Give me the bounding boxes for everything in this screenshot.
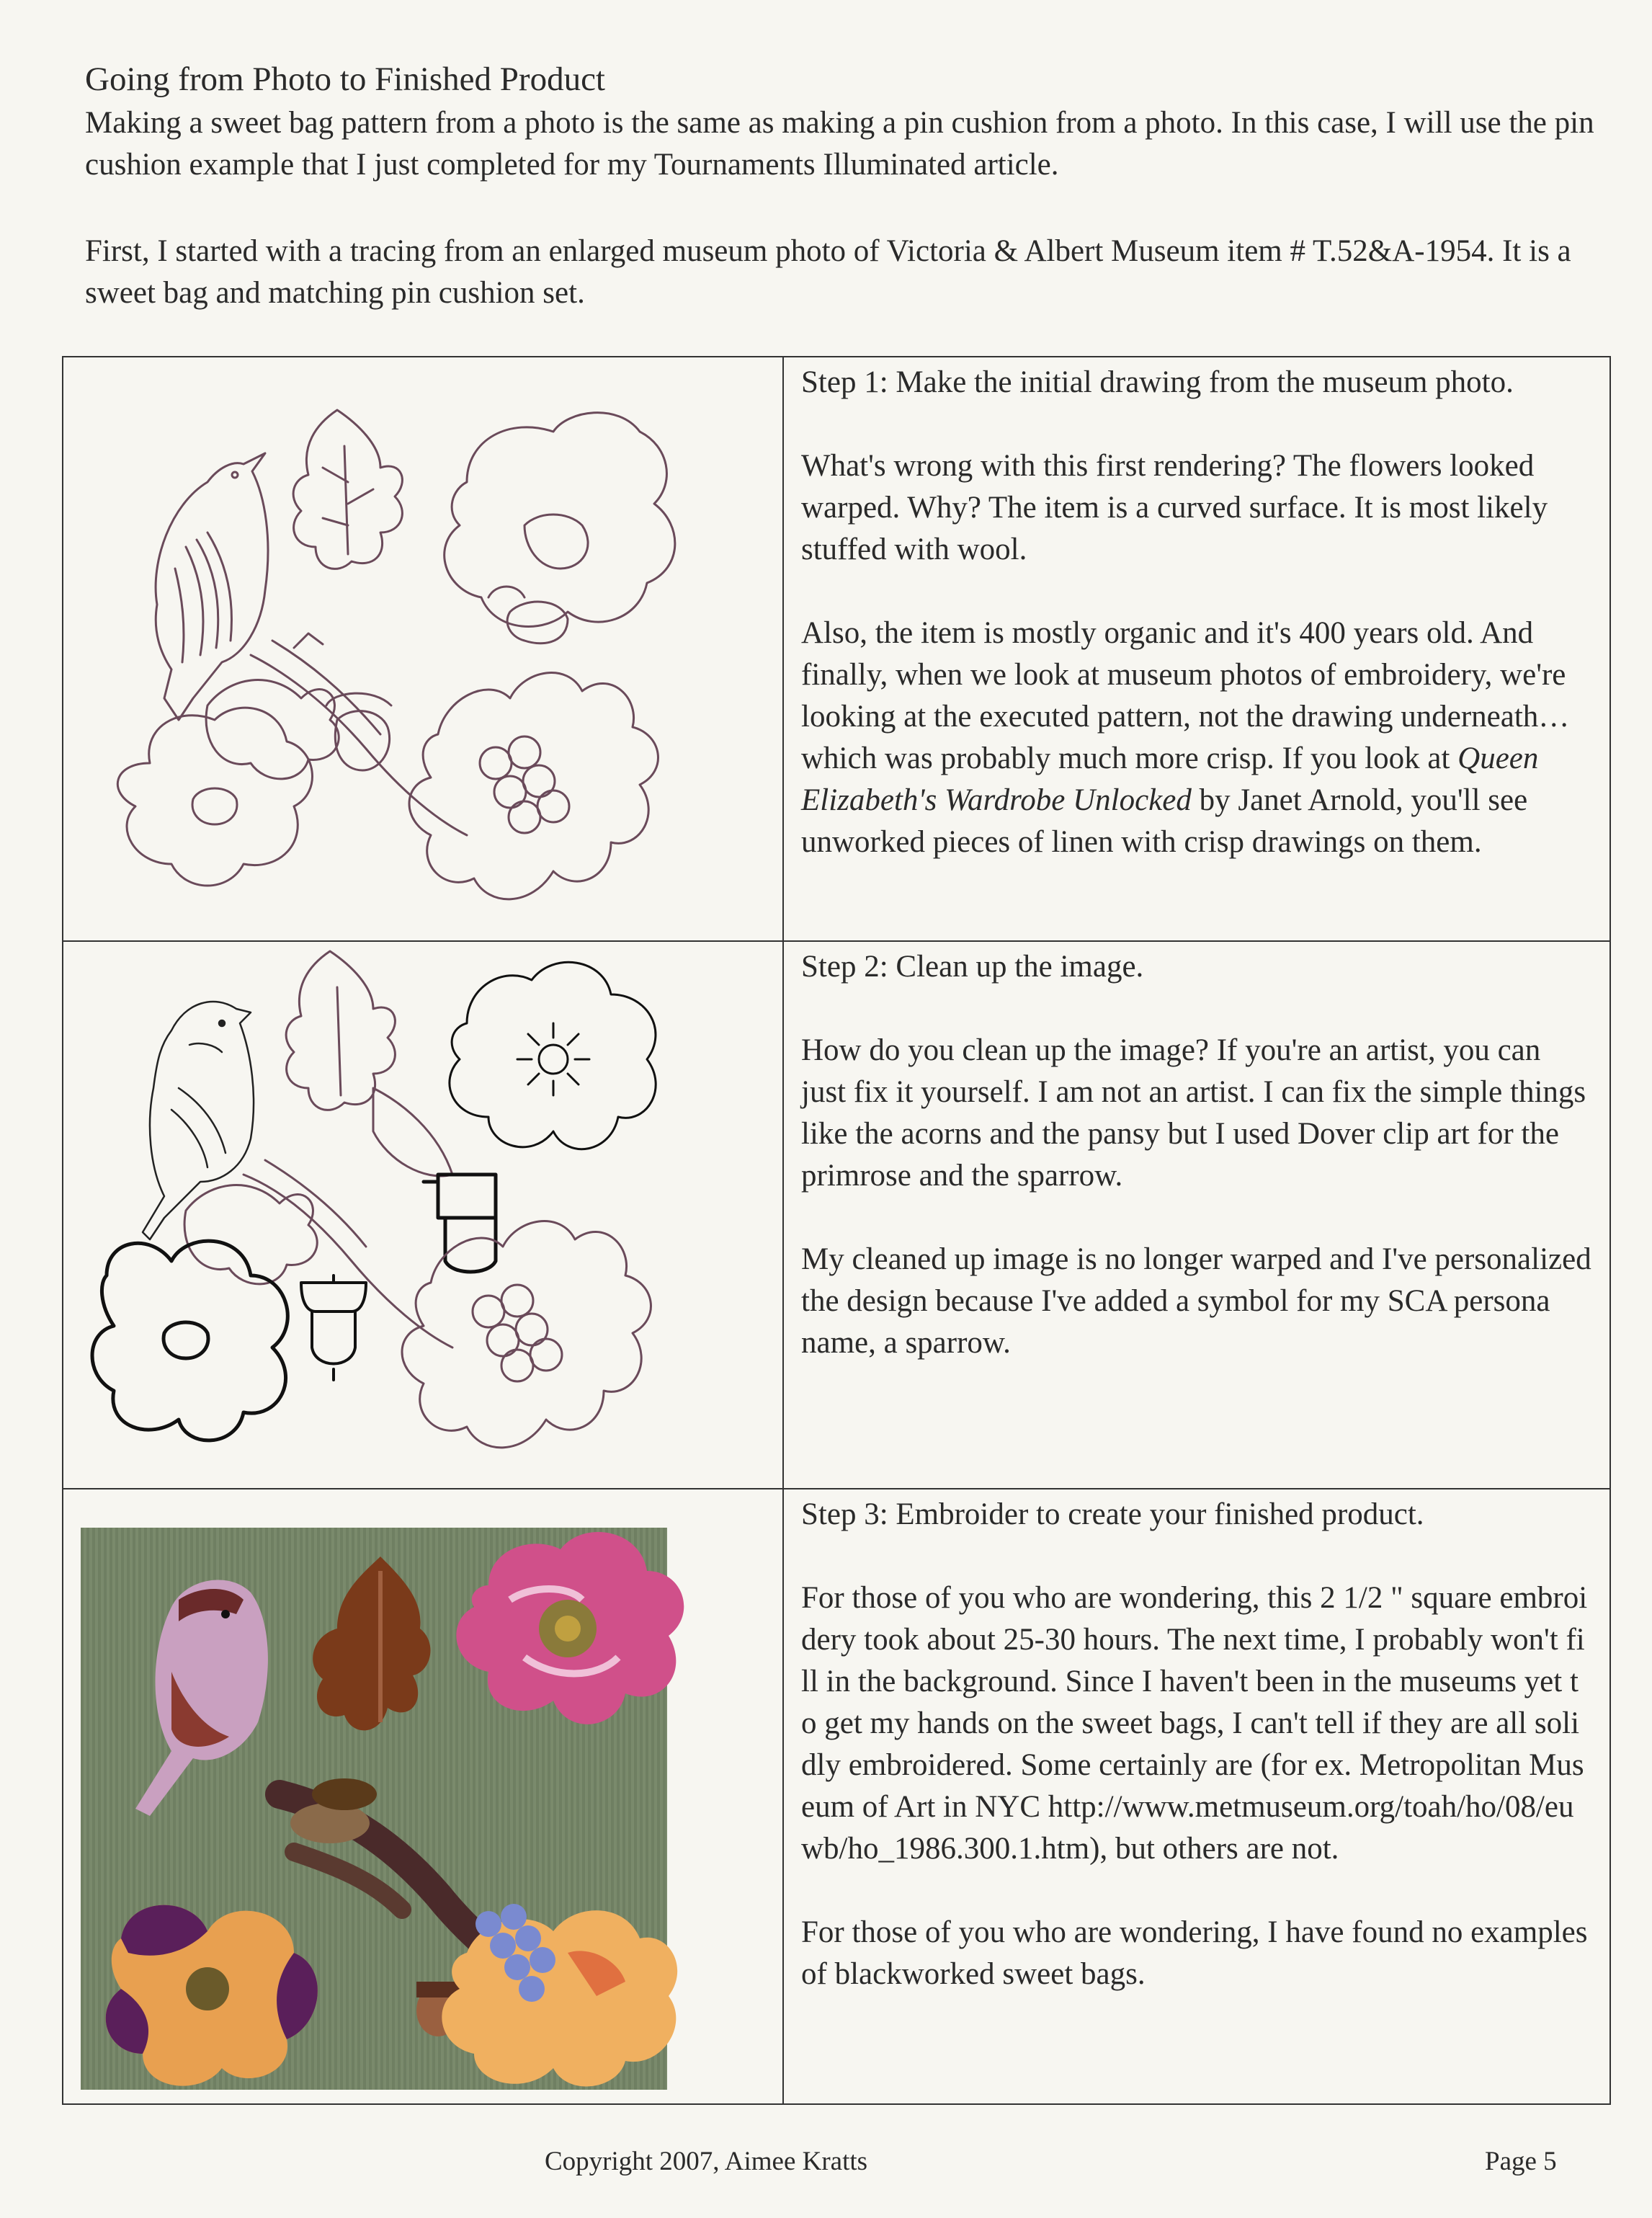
finished-embroidery-photo bbox=[63, 1489, 782, 2103]
step-1-paragraph: What's wrong with this first rendering? The flowers looked warped. Why? The item is a curved surface. It is most likely stuffed with wool. bbox=[801, 449, 1548, 566]
step-2-paragraph-2: My cleaned up image is no longer warped and I've personalized the design because I've added a symbol for my SCA persona name, a sparrow. bbox=[801, 1242, 1591, 1360]
page-title: Going from Photo to Finished Product bbox=[85, 61, 605, 98]
step-row-3 bbox=[63, 1489, 1610, 2104]
intro-paragraph-2 bbox=[85, 231, 1605, 314]
step-2-paragraph-1: How do you clean up the image? If you're an artist, you can just fix it yourself. I am not an artist. I can fix the simple things like the acorns and the pansy but I used Dover clip art for the primrose and the sparrow. bbox=[801, 1033, 1586, 1193]
step-3-image-cell bbox=[63, 1489, 783, 2104]
step-row-1 bbox=[63, 357, 1610, 941]
copyright-footer: Copyright 2007, Aimee Kratts bbox=[545, 2147, 868, 2176]
step-3-paragraph-1: For those of you who are wondering, this 2 1/2 " square embroidery took about 25-30 hours. The next time, I probably won't fill in the background. Since I haven't been in the museums yet to get my hands on the sweet bags, I can't tell if they are all solidly embroidered. Some certainly are (for ex. Metropolitan Museum of Art in NYC http://www.metmuseum.org/toah/ho/08/euwb/ho_1986.300.1.htm), but others are not. bbox=[801, 1581, 1588, 1866]
cleaned-drawing-image bbox=[63, 942, 782, 1488]
step-2-image-cell bbox=[63, 941, 783, 1489]
steps-table bbox=[62, 356, 1611, 2105]
intro-text-2: First, I started with a tracing from an enlarged museum photo of Victoria & Albert Museum item # T.52&A-1954. It is a sweet bag and matching pin cushion set. bbox=[85, 234, 1571, 310]
step-1-text-cell bbox=[783, 357, 1610, 941]
intro-text-1: Making a sweet bag pattern from a photo is the same as making a pin cushion from a photo. In this case, I will use the pin cushion example that I just completed for my Tournaments Illuminated article. bbox=[85, 106, 1594, 182]
step-row-2 bbox=[63, 941, 1610, 1489]
step-3-heading: Step 3: Embroider to create your finished product. bbox=[801, 1497, 1424, 1531]
step-1-p3-after: by Janet Arnold, you'll see unworked pieces of linen with crisp drawings on them. bbox=[801, 783, 1528, 859]
step-3-paragraph-2: For those of you who are wondering, I have found no examples of blackworked sweet bags. bbox=[801, 1915, 1588, 1991]
step-1-heading: Step 1: Make the initial drawing from the museum photo. bbox=[801, 365, 1514, 399]
initial-drawing-image bbox=[63, 357, 782, 940]
book-title: Queen Elizabeth's Wardrobe Unlocked bbox=[801, 741, 1539, 817]
step-1-paragraph-2 bbox=[801, 613, 1592, 863]
step-1-image-cell bbox=[63, 357, 783, 941]
step-3-text-cell bbox=[783, 1489, 1610, 2104]
page-number: Page 5 bbox=[1485, 2147, 1557, 2176]
step-2-text-cell bbox=[783, 941, 1610, 1489]
step-1-p3-before: Also, the item is mostly organic and it's 400 years old. And finally, when we look at museum photos of embroidery, we're looking at the executed pattern, not the drawing underneath…which was probably much more crisp. If you look at bbox=[801, 616, 1570, 775]
step-2-heading: Step 2: Clean up the image. bbox=[801, 950, 1144, 984]
intro-paragraph-1 bbox=[85, 102, 1605, 186]
